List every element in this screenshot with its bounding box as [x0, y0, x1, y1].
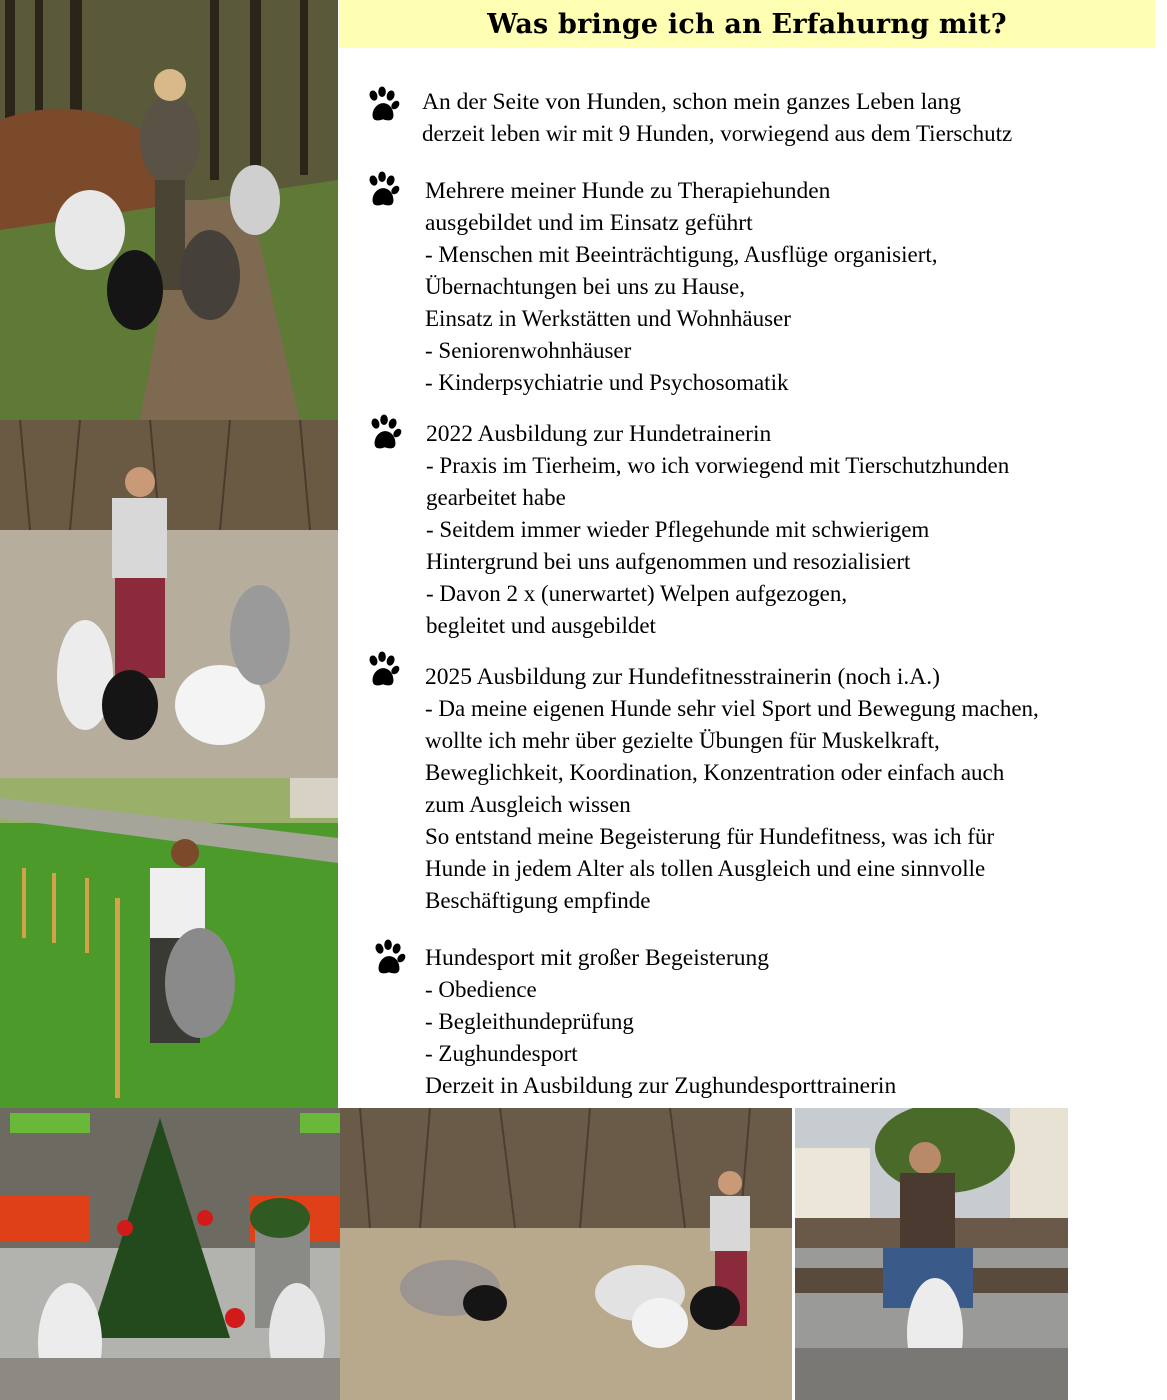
section-line: begleitet und ausgebildet [426, 613, 656, 638]
page-title: Was bringe ich an Erfahurng mit? [487, 8, 1007, 40]
paw-print-icon [370, 939, 408, 979]
section-line: - Davon 2 x (unerwartet) Welpen aufgezogen, [426, 581, 848, 606]
section-line: - Kinderpsychiatrie und Psychosomatik [425, 370, 789, 395]
section-line: Hunde in jedem Alter als tollen Ausgleich und eine sinnvolle [425, 856, 986, 881]
section-line: derzeit leben wir mit 9 Hunden, vorwiegend aus dem Tierschutz [422, 121, 1013, 146]
section-line: - Zughundesport [425, 1041, 578, 1066]
section-line: Übernachtungen bei uns zu Hause, [425, 274, 745, 299]
section-line: Beweglichkeit, Koordination, Konzentration oder einfach auch [425, 760, 1005, 785]
section-line: gearbeitet habe [426, 485, 566, 510]
photo-forest-walk [0, 0, 338, 420]
section-heading: 2022 Ausbildung zur Hundetrainerin [426, 421, 772, 447]
section-heading: Mehrere meiner Hunde zu Therapiehunden [425, 178, 831, 204]
section-line: Hintergrund bei uns aufgenommen und resozialisiert [426, 549, 911, 574]
photo-bench-husky [795, 1108, 1068, 1400]
section-line: - Obedience [425, 977, 537, 1002]
section-line: - Da meine eigenen Hunde sehr viel Sport und Bewegung machen, [425, 696, 1039, 721]
section-line: Einsatz in Werkstätten und Wohnhäuser [425, 306, 791, 331]
photo-christmas-huskies [0, 1108, 340, 1400]
section-line: So entstand meine Begeisterung für Hundefitness, was ich für [425, 824, 995, 849]
section-line: - Menschen mit Beeinträchtigung, Ausflüge organisiert, [425, 242, 938, 267]
section-line: - Begleithundeprüfung [425, 1009, 634, 1034]
photo-dog-group-park [340, 1108, 792, 1400]
section-line: - Seniorenwohnhäuser [425, 338, 632, 363]
section-line: - Praxis im Tierheim, wo ich vorwiegend mit Tierschutzhunden [426, 453, 1010, 478]
paw-print-icon [364, 171, 402, 211]
section-heading: An der Seite von Hunden, schon mein ganzes Leben lang [422, 89, 962, 115]
paw-print-icon [366, 414, 404, 454]
section-line: Beschäftigung empfinde [425, 888, 651, 913]
paw-print-icon [364, 651, 402, 691]
photo-meadow-slalom [0, 778, 338, 1108]
paw-print-icon [364, 86, 402, 126]
photo-training-field [0, 420, 338, 778]
section-heading: 2025 Ausbildung zur Hundefitnesstrainerin (noch i.A.) [425, 664, 940, 690]
section-heading: ausgebildet und im Einsatz geführt [425, 210, 753, 236]
section-line: zum Ausgleich wissen [425, 792, 631, 817]
section-line: - Seitdem immer wieder Pflegehunde mit schwierigem [426, 517, 930, 542]
section-footer: Derzeit in Ausbildung zur Zughundesporttrainerin [425, 1073, 897, 1099]
title-bar [339, 0, 1155, 48]
section-line: wollte ich mehr über gezielte Übungen für Muskelkraft, [425, 728, 940, 753]
section-heading: Hundesport mit großer Begeisterung [425, 945, 769, 971]
